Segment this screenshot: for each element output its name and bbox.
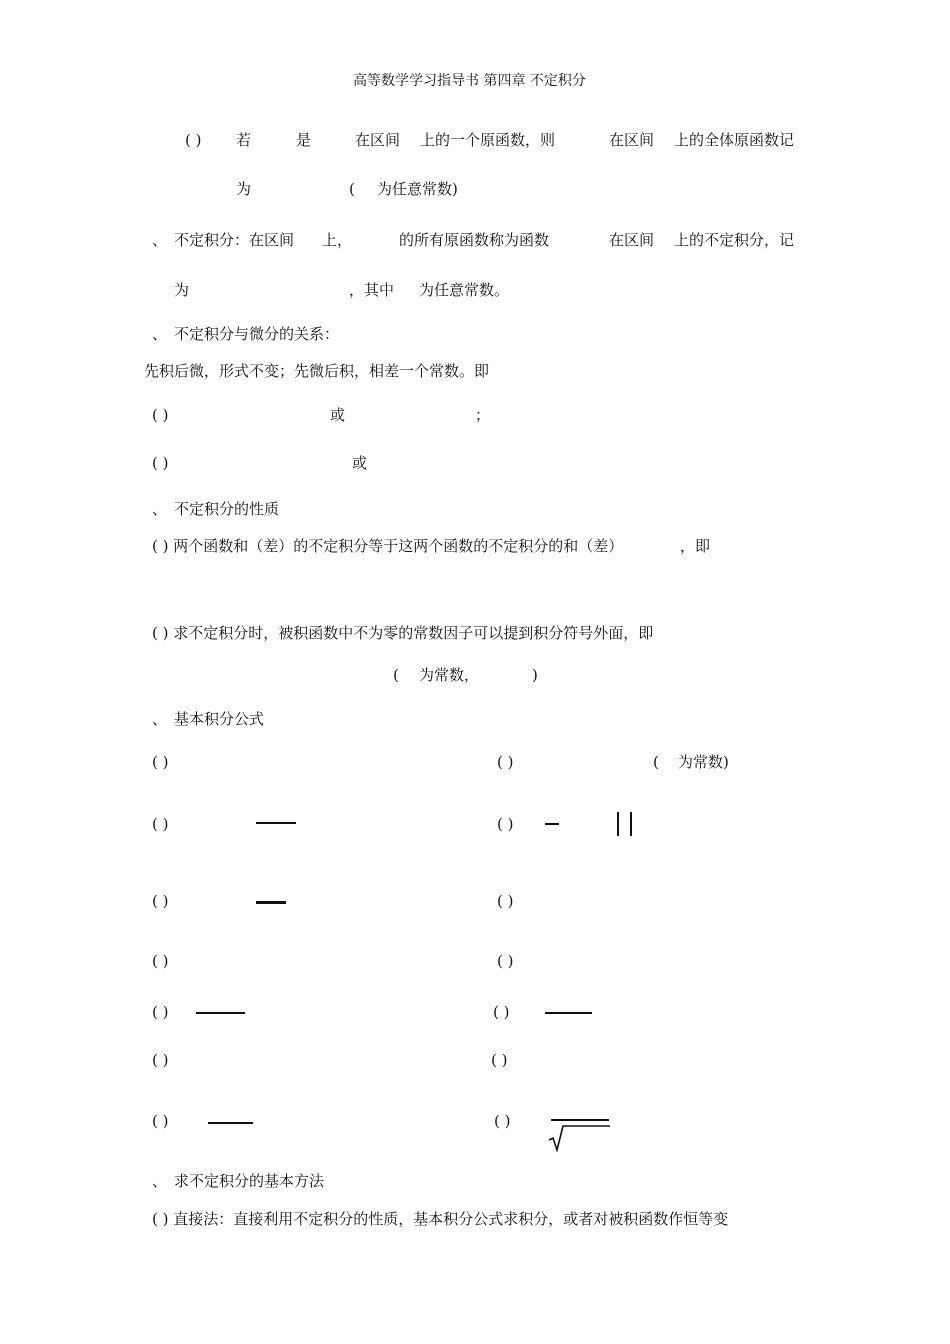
formula-number: ( )	[152, 753, 169, 771]
item-number: ( )	[152, 406, 169, 424]
formula-number: ( )	[152, 892, 169, 910]
text-fragment: 上的全体原函数记	[674, 131, 795, 149]
section-bullet: 、	[152, 325, 168, 343]
page-header: 高等数学学习指导书 第四章 不定积分	[353, 73, 586, 89]
section-bullet: 、	[152, 1172, 168, 1190]
formula-number: ( )	[491, 1051, 508, 1069]
absolute-value-bar	[630, 812, 632, 836]
section-bullet: 、	[152, 231, 168, 249]
text-fragment: 上的不定积分，记	[674, 231, 795, 249]
paragraph: ( ) 求不定积分时，被积函数中不为零的常数因子可以提到积分符号外面，即	[152, 624, 654, 642]
paragraph: ( ) 两个函数和（差）的不定积分等于这两个函数的不定积分的和（差）	[152, 537, 624, 555]
formula-number: ( )	[152, 1112, 169, 1130]
formula-number: ( )	[493, 1003, 510, 1021]
fraction-bar	[256, 822, 296, 824]
text-fragment: 或	[352, 454, 368, 472]
text-fragment: 或	[330, 406, 346, 424]
text-fragment: 为	[174, 281, 190, 299]
text-fragment: 的所有原函数称为函数	[399, 231, 550, 249]
section-heading: 不定积分与微分的关系：	[174, 325, 340, 343]
text-fragment: 上的一个原函数，则	[420, 131, 556, 149]
formula-number: ( )	[152, 952, 169, 970]
fraction-bar	[545, 1012, 592, 1014]
fraction-bar	[545, 823, 559, 825]
formula-number: ( )	[152, 1003, 169, 1021]
section-heading: 求不定积分的基本方法	[174, 1172, 325, 1190]
text-fragment: 为常数)	[678, 753, 729, 771]
formula-number: ( )	[497, 892, 514, 910]
item-number: ( )	[152, 454, 169, 472]
text-fragment: ；	[475, 406, 491, 424]
section-bullet: 、	[152, 710, 168, 728]
text-fragment: (	[393, 666, 399, 684]
text-fragment: 上，	[322, 231, 353, 249]
text-fragment: 在区间	[355, 131, 401, 149]
item-number: ( )	[185, 131, 202, 149]
text-fragment: )	[532, 666, 538, 684]
formula-number: ( )	[497, 952, 514, 970]
text-fragment: 在区间	[609, 231, 655, 249]
square-root-icon	[548, 1122, 612, 1152]
text-fragment: 为常数，	[419, 666, 480, 684]
text-fragment: (	[349, 180, 355, 198]
section-heading: 不定积分：在区间	[174, 231, 295, 249]
text-fragment: ，其中	[349, 281, 395, 299]
fraction-bar	[551, 1119, 609, 1121]
paragraph: 先积后微，形式不变；先微后积，相差一个常数。即	[144, 362, 490, 380]
text-fragment: 为任意常数)	[377, 180, 458, 198]
text-fragment: 为	[236, 180, 252, 198]
formula-number: ( )	[497, 753, 514, 771]
formula-number: ( )	[152, 815, 169, 833]
text-fragment: (	[653, 753, 659, 771]
paragraph: ( ) 直接法：直接利用不定积分的性质，基本积分公式求积分，或者对被积函数作恒等变	[152, 1210, 729, 1228]
section-heading: 基本积分公式	[174, 710, 265, 728]
formula-number: ( )	[494, 1112, 511, 1130]
text-fragment: 在区间	[609, 131, 655, 149]
fraction-bar	[208, 1122, 253, 1124]
text-fragment: 若	[236, 131, 252, 149]
text-fragment: ，即	[680, 537, 711, 555]
text-fragment: 为任意常数。	[419, 281, 510, 299]
section-bullet: 、	[152, 500, 168, 518]
formula-number: ( )	[152, 1051, 169, 1069]
fraction-bar	[256, 901, 286, 904]
fraction-bar	[196, 1012, 245, 1014]
absolute-value-bar	[617, 812, 619, 836]
text-fragment: 是	[296, 131, 312, 149]
formula-number: ( )	[497, 815, 514, 833]
section-heading: 不定积分的性质	[174, 500, 280, 518]
